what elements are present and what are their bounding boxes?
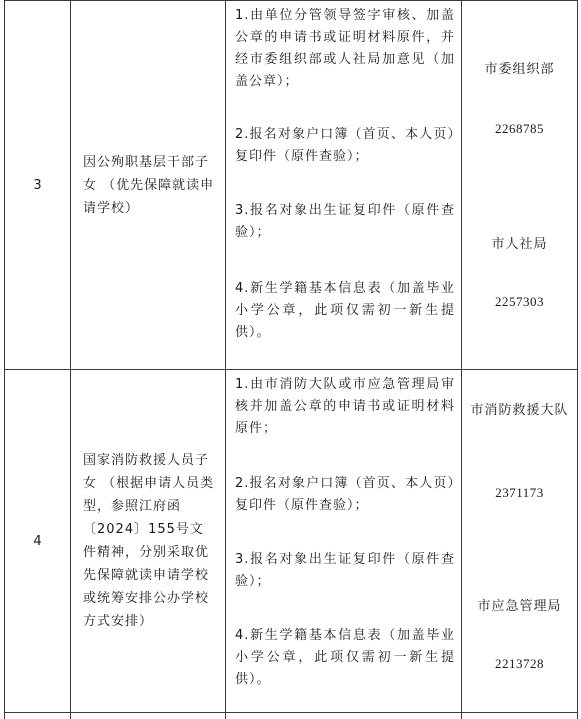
materials-list xyxy=(226,1,461,344)
material-item: 1.由市消防大队或市应急管理局审核并加盖公章的申请书或证明材料原件； xyxy=(235,377,455,436)
row-number: 3 xyxy=(5,1,71,370)
contact-phone: 2268785 xyxy=(495,121,544,136)
contact-cell xyxy=(462,370,578,713)
contact-phone: 2257303 xyxy=(495,294,544,309)
material-item: 1.由单位分管领导签字审核、加盖公章的申请书或证明材料原件，并经市委组织部或人社局加意见（加盖公章）； xyxy=(235,8,455,89)
contact-cell xyxy=(462,1,578,370)
table-row xyxy=(5,1,578,370)
contact-department: 市人社局 xyxy=(491,237,548,252)
row-number: 4 xyxy=(5,370,71,713)
material-item: 4.新生学籍基本信息表（加盖毕业小学公章，此项仅需初一新生提供）。 xyxy=(235,628,455,687)
contact-department: 市委组织部 xyxy=(484,62,555,77)
table-row xyxy=(5,370,578,713)
material-item: 3.报名对象出生证复印件（原件查验）； xyxy=(235,552,455,589)
material-item: 4.新生学籍基本信息表（加盖毕业小学公章，此项仅需初一新生提供）。 xyxy=(235,281,455,340)
material-item: 3.报名对象出生证复印件（原件查验）； xyxy=(235,203,455,240)
contact-phone: 2371173 xyxy=(495,485,544,500)
material-item: 2.报名对象户口簿（首页、本人页）复印件（原件查验）； xyxy=(235,476,455,513)
contact-phone: 2213728 xyxy=(495,656,544,671)
contact-department: 市消防救援大队 xyxy=(470,403,569,418)
required-materials xyxy=(226,1,462,370)
applicant-category: 国家消防救援人员子女 （根据申请人员类型，参照江府函〔2024〕155号文件精神，分别采取优先保障就读申请学校或统筹安排公办学校方式安排） xyxy=(71,370,226,713)
required-materials xyxy=(226,370,462,713)
materials-list xyxy=(226,370,461,691)
contact-department: 市应急管理局 xyxy=(477,599,562,614)
material-item: 2.报名对象户口簿（首页、本人页）复印件（原件查验）； xyxy=(235,127,455,164)
policy-table xyxy=(4,0,578,719)
applicant-category: 因公殉职基层干部子女 （优先保障就读申请学校） xyxy=(71,1,226,370)
